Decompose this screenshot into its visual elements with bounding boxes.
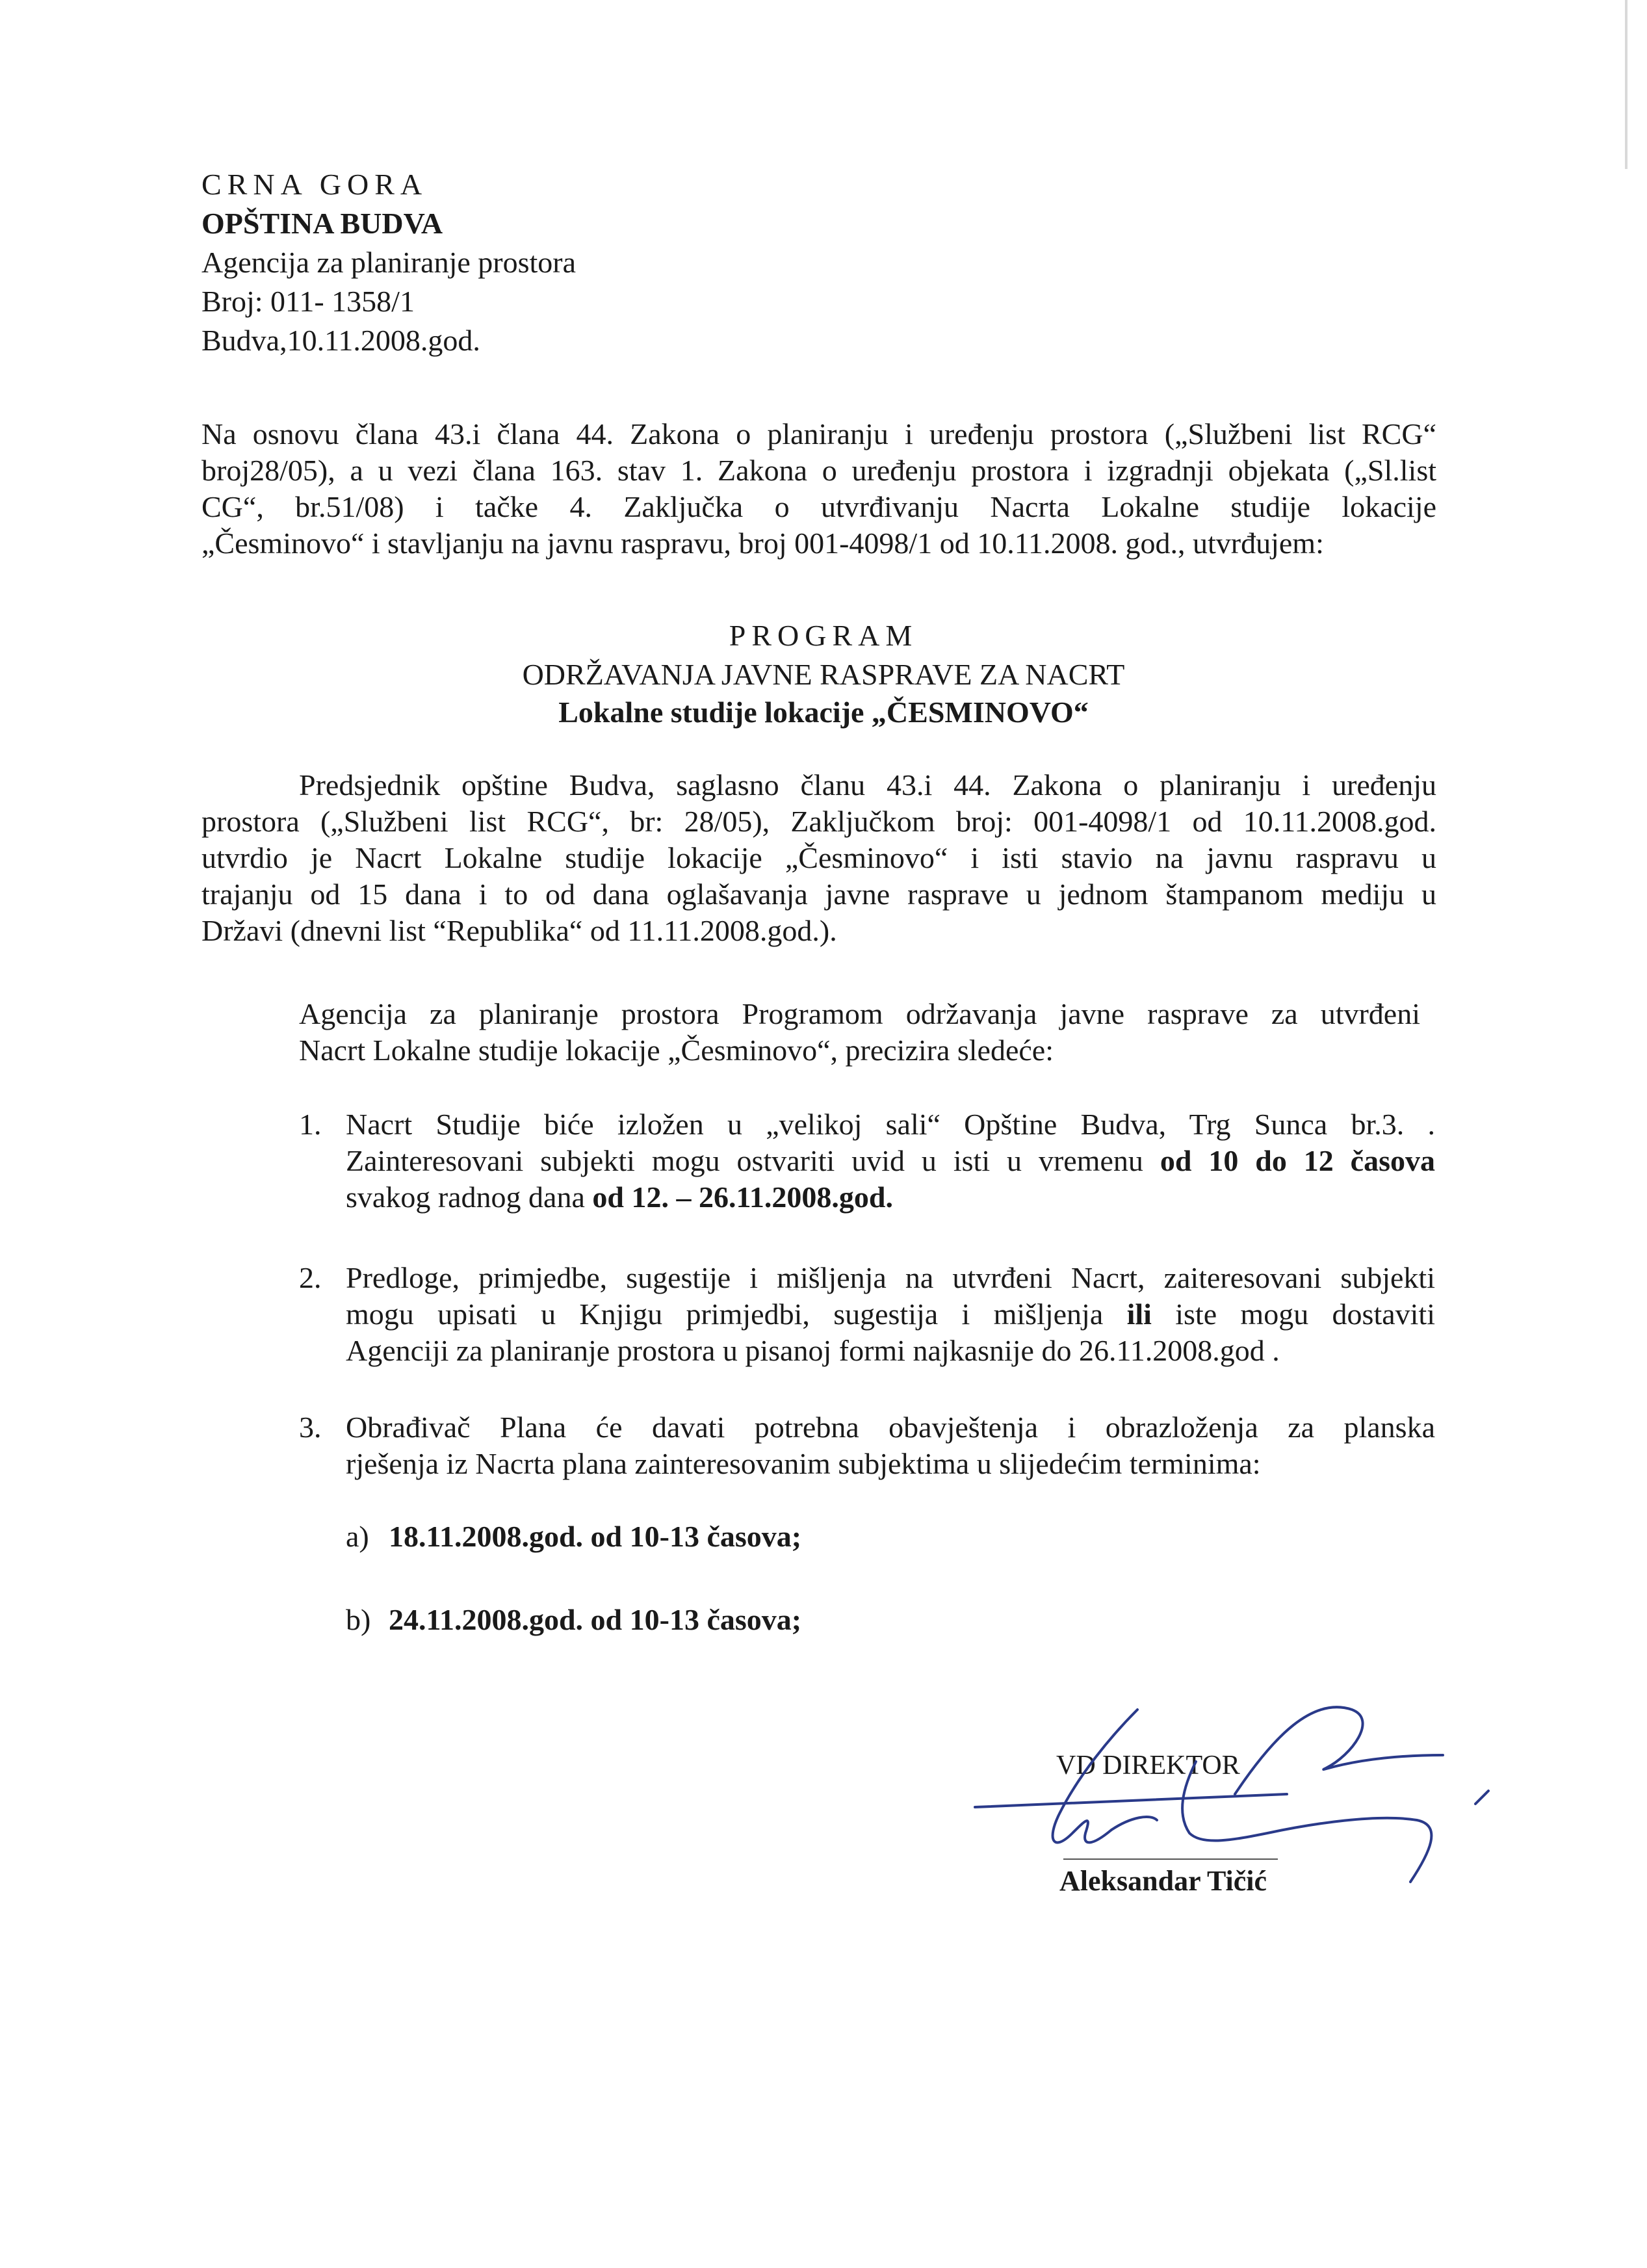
decision-line: trajanju od 15 dana i to od dana oglašavanja javne rasprave u jednom štampanom mediju u xyxy=(201,878,1436,911)
signatory-name: Aleksandar Tičić xyxy=(1059,1865,1267,1897)
intro-line: broj28/05), a u vezi člana 163. stav 1. Zakona o uređenju prostora i izgradnji objekata („Sl.list xyxy=(201,454,1436,487)
document-number: Broj: 011- 1358/1 xyxy=(201,285,415,318)
item-line xyxy=(346,1143,1435,1179)
signatory-title: VD DIREKTOR xyxy=(1056,1751,1240,1780)
item-line: Obrađivač Plana će davati potrebna obavještenja i obrazloženja za planska xyxy=(346,1411,1435,1444)
agency-line: Agencija za planiranje prostora Programom održavanja javne rasprave za utvrđeni xyxy=(299,997,1420,1030)
decision-paragraph xyxy=(201,767,1436,949)
item-number: 2. xyxy=(299,1261,322,1294)
intro-line: Na osnovu člana 43.i člana 44. Zakona o planiranju i uređenju prostora („Službeni list RCG“ xyxy=(201,417,1436,450)
place-date: Budva,10.11.2008.god. xyxy=(201,324,480,357)
item-text: mogu upisati u Knjigu primjedbi, sugestija i mišljenja xyxy=(346,1297,1127,1331)
program-subtitle: ODRŽAVANJA JAVNE RASPRAVE ZA NACRT xyxy=(522,658,1125,691)
intro-line: „Česminovo“ i stavljanju na javnu raspravu, broj 001-4098/1 od 10.11.2008. god., utvrđujem: xyxy=(201,527,1324,560)
item-number: 3. xyxy=(299,1411,322,1444)
item-line: rješenja iz Nacrta plana zainteresovanim subjektima u slijedećim terminima: xyxy=(346,1447,1261,1480)
item-hours: od 10 do 12 časova xyxy=(1160,1144,1435,1177)
municipality-name: OPŠTINA BUDVA xyxy=(201,207,443,240)
item-line: Nacrt Studije biće izložen u „velikoj sali“ Opštine Budva, Trg Sunca br.3. . xyxy=(346,1108,1435,1141)
intro-line: CG“, br.51/08) i tačke 4. Zaključka o utvrđivanju Nacrta Lokalne studije lokacije xyxy=(201,490,1436,523)
term-label: b) xyxy=(346,1603,371,1636)
program-study-name: Lokalne studije lokacije „ČESMINOVO“ xyxy=(558,696,1089,729)
term-b: 24.11.2008.god. od 10-13 časova; xyxy=(389,1603,802,1636)
agency-name: Agencija za planiranje prostora xyxy=(201,246,577,279)
item-text: Zainteresovani subjekti mogu ostvariti uvid u isti u vremenu xyxy=(346,1144,1160,1177)
list-item xyxy=(346,1106,1435,1216)
agency-line: Nacrt Lokalne studije lokacije „Česminovo“, precizira sledeće: xyxy=(299,1034,1054,1067)
decision-line: prostora („Službeni list RCG“, br: 28/05), Zaključkom broj: 001-4098/1 od 10.11.2008.god. xyxy=(201,805,1436,838)
item-line xyxy=(346,1179,1435,1216)
list-item xyxy=(346,1260,1435,1369)
intro-paragraph xyxy=(201,416,1436,562)
item-text: svakog radnog dana xyxy=(346,1180,593,1214)
term-label: a) xyxy=(346,1520,369,1553)
item-text: iste mogu dostaviti xyxy=(1151,1297,1435,1331)
handwritten-signature xyxy=(962,1684,1521,1898)
item-line xyxy=(346,1296,1435,1333)
item-line: Agenciji za planiranje prostora u pisanoj formi najkasnije do 26.11.2008.god . xyxy=(346,1334,1280,1367)
item-line: Predloge, primjedbe, sugestije i mišljenja na utvrđeni Nacrt, zaiteresovani subjekti xyxy=(346,1261,1435,1294)
decision-line: Državi (dnevni list “Republika“ od 11.11.2008.god.). xyxy=(201,914,837,947)
decision-line: utvrdio je Nacrt Lokalne studije lokacije „Česminovo“ i isti stavio na javnu raspravu u xyxy=(201,841,1436,874)
item-number: 1. xyxy=(299,1108,322,1141)
list-item xyxy=(346,1409,1435,1482)
agency-paragraph xyxy=(299,996,1420,1069)
country-name: CRNA GORA xyxy=(201,168,428,201)
decision-line: Predsjednik opštine Budva, saglasno članu 43.i 44. Zakona o planiranju i uređenju xyxy=(299,768,1436,802)
scan-edge-mark xyxy=(1625,0,1628,169)
term-a: 18.11.2008.god. od 10-13 časova; xyxy=(389,1520,802,1553)
program-title: PROGRAM xyxy=(729,619,918,652)
item-or: ili xyxy=(1126,1297,1152,1331)
item-dates: od 12. – 26.11.2008.god. xyxy=(592,1180,894,1214)
